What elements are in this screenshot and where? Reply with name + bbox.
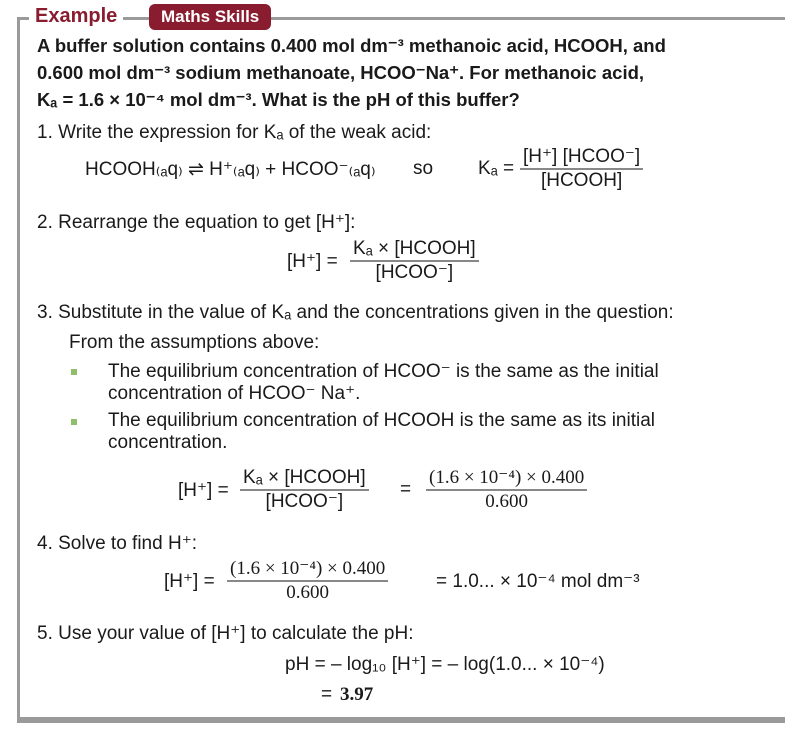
ka-numerator: [H⁺] [HCOO⁻] [520,146,643,170]
step-3-label: 3. Substitute in the value of Kₐ and the concentrations given in the question: [37,302,674,323]
ph-expression: pH = – log₁₀ [H⁺] = – log(1.0... × 10⁻⁴) [285,654,605,675]
question-line-1: A buffer solution contains 0.400 mol dm⁻³ methanoic acid, HCOOH, and [37,35,666,56]
substitution-denominator-2: 0.600 [485,491,528,512]
rearranged-fraction [350,238,479,284]
step-4-label: 4. Solve to find H⁺: [37,533,197,554]
ka-fraction [520,146,643,192]
rearranged-numerator: Kₐ × [HCOOH] [350,238,479,262]
rearranged-denominator: [HCOO⁻] [375,262,454,283]
assumptions-intro: From the assumptions above: [69,332,320,353]
solve-denominator: 0.600 [286,582,329,603]
substitution-denominator-1: [HCOO⁻] [265,491,344,512]
equals-sign: = [400,479,412,500]
example-heading: Example [29,3,123,29]
solve-numerator: (1.6 × 10⁻⁴) × 0.400 [227,558,388,582]
assumption-1-line-2: concentration of HCOO⁻ Na⁺. [108,383,361,404]
ka-denominator: [HCOOH] [540,170,623,191]
bullet-marker [71,369,77,375]
assumption-1-line-1: The equilibrium concentration of HCOO⁻ is the same as the initial [108,361,659,382]
ph-answer: 3.97 [340,684,374,705]
substitution-fraction-1 [240,467,369,513]
substitution-numerator-2: (1.6 × 10⁻⁴) × 0.400 [426,467,587,491]
maths-skills-badge: Maths Skills [149,4,271,30]
substitution-fraction-2 [426,467,587,513]
ph-equals-sign: = [321,684,333,705]
solve-result: = 1.0... × 10⁻⁴ mol dm⁻³ [436,571,640,592]
question-line-3: Kₐ = 1.6 × 10⁻⁴ mol dm⁻³. What is the pH of this buffer? [37,89,520,110]
assumption-2-line-1: The equilibrium concentration of HCOOH is the same as its initial [108,410,656,431]
assumption-2-line-2: concentration. [108,432,228,453]
frame-bottom-border [17,717,785,723]
solve-lhs: [H⁺] = [164,571,215,592]
bullet-marker [71,419,77,425]
solve-fraction [227,558,388,604]
substitution-numerator-1: Kₐ × [HCOOH] [240,467,369,491]
step-1-label: 1. Write the expression for Kₐ of the weak acid: [37,122,432,143]
question-line-2: 0.600 mol dm⁻³ sodium methanoate, HCOO⁻Na⁺. For methanoic acid, [37,62,645,83]
h-plus-lhs: [H⁺] = [287,251,338,272]
step-2-label: 2. Rearrange the equation to get [H⁺]: [37,212,356,233]
so-text: so [413,158,434,179]
step-5-label: 5. Use your value of [H⁺] to calculate the pH: [37,623,414,644]
substitution-lhs: [H⁺] = [178,480,229,501]
ka-label: Kₐ = [478,158,515,179]
equilibrium-equation: HCOOH₍ₐq₎ ⇌ H⁺₍ₐq₎ + HCOO⁻₍ₐq₎ [85,159,376,180]
